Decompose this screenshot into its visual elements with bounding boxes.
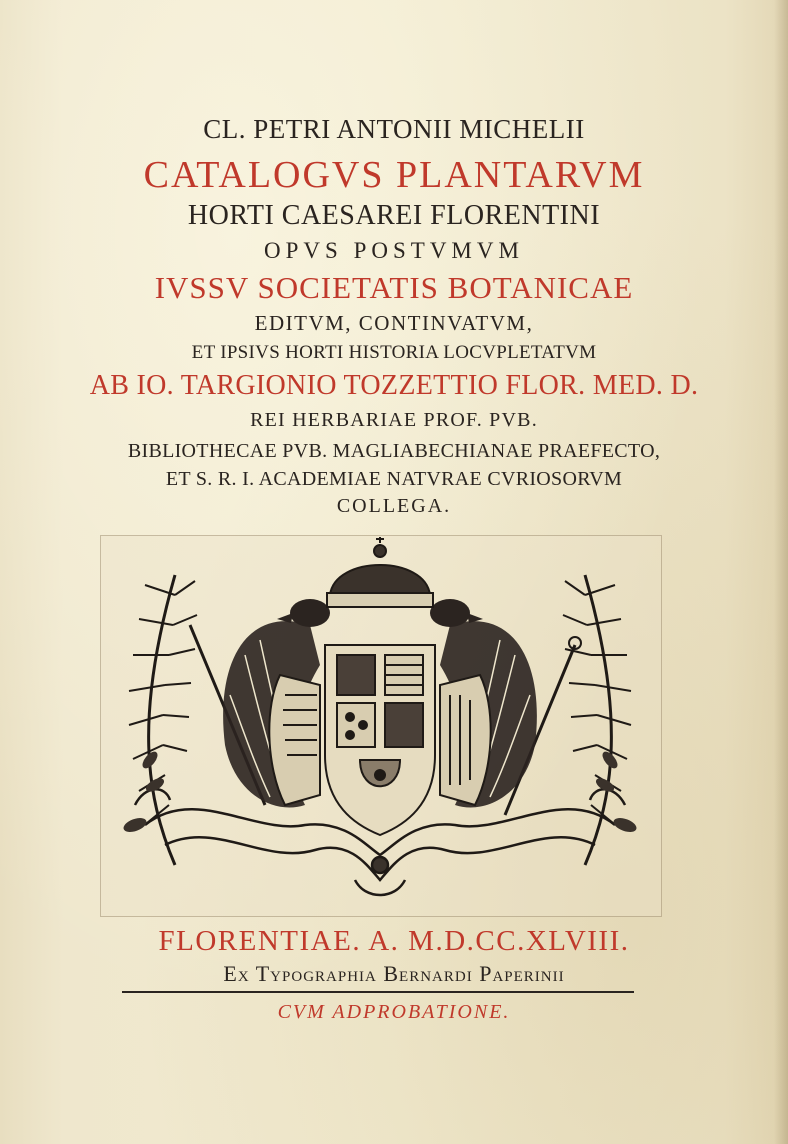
library-line: BIBLIOTHECAE PVB. MAGLIABECHIANAE PRAEFECTO, — [127, 440, 661, 462]
academy-line: ET S. R. I. ACADEMIAE NATVRAE CVRIOSORVM — [165, 468, 623, 490]
historia-line: ET IPSIVS HORTI HISTORIA LOCVPLETATVM — [191, 342, 597, 363]
imprint-place-date: FLORENTIAE. A. M.D.CC.XLVIII. — [158, 925, 630, 957]
editum-line: EDITVM, CONTINVATVM, — [254, 311, 534, 335]
collega-line: COLLEGA. — [336, 495, 452, 517]
professor-line: REI HERBARIAE PROF. PVB. — [250, 409, 538, 431]
opus-line: OPVS POSTVMVM — [264, 238, 524, 263]
imprint-approval: CVM ADPROBATIONE. — [277, 1001, 511, 1023]
imprint-printer: Ex Typographia Bernardi Paperinii — [223, 961, 565, 986]
title-line: CATALOGVS PLANTARVM — [143, 154, 645, 196]
society-line: IVSSV SOCIETATIS BOTANICAE — [154, 270, 634, 305]
coat-of-arms-icon — [105, 535, 655, 905]
imprint-rule — [122, 991, 634, 993]
subtitle-line: HORTI CAESAREI FLORENTINI — [187, 200, 601, 231]
author-line: CL. PETRI ANTONII MICHELII — [203, 114, 585, 144]
editor-line: AB IO. TARGIONIO TOZZETTIO FLOR. MED. D. — [89, 370, 699, 401]
